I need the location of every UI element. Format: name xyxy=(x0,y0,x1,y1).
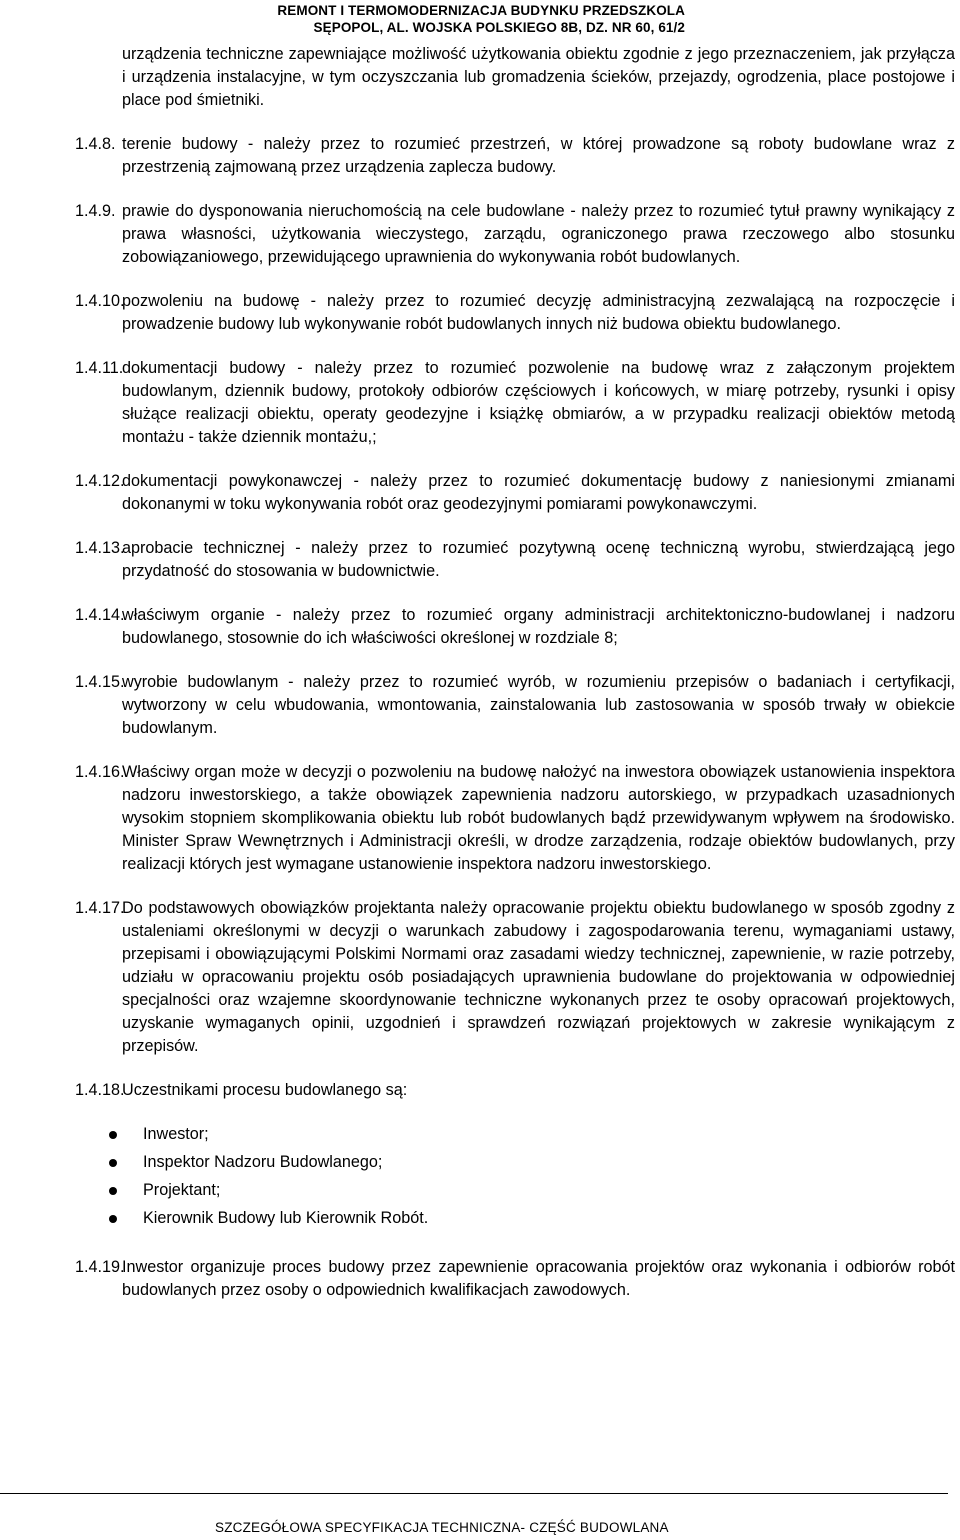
section-number: 1.4.11. xyxy=(75,359,124,377)
section-text: Do podstawowych obowiązków projektanta należy opracowanie projektu obiektu budowlanego w sposób zgodny z ustaleniami określonymi w decyzji o warunkach zabudowy i zagospodarowania terenu, wymaganiami ustawy, przepisami i obowiązującymi Polskimi Normami oraz zasadami wiedzy technicznej, zapewnienie, w razie potrzeby, udziału w opracowaniu projektu osób posiadających uprawnienia budowlane do projektowania w odpowiedniej specjalności oraz wzajemne skoordynowanie techniczne wykonanych przez te osoby opracowań projektowych, uzyskanie wymaganych opinii, uzgodnień i sprawdzeń rozwiązań projektowych w zakresie wynikającym z przepisów. xyxy=(122,899,955,1055)
section-number: 1.4.15. xyxy=(75,673,125,691)
intro-continuation-paragraph: urządzenia techniczne zapewniające możliwość użytkowania obiektu zgodnie z jego przeznaczeniem, jak przyłącza i urządzenia instalacyjne, w tym oczyszczania lub gromadzenia ścieków, przejazdy, ogrodzenia, place postojowe i place pod śmietniki. xyxy=(122,45,955,109)
section-text: Właściwy organ może w decyzji o pozwoleniu na budowę nałożyć na inwestora obowiązek ustanowienia inspektora nadzoru inwestorskiego, a także obowiązek zapewnienia nadzoru autorskiego, w przypadkach uzasadnionych wysokim stopniem skomplikowania obiektu lub robót budowlanych bądź przewidywanym wpływem na środowisko. Minister Spraw Wewnętrznych i Administracji określi, w drodze zarządzenia, rodzaje obiektów budowlanych, przy realizacji których jest wymagane ustanowienie inspektora nadzoru inwestorskiego. xyxy=(122,763,955,873)
section-text: Uczestnikami procesu budowlanego są: xyxy=(122,1081,408,1099)
section-text: wyrobie budowlanym - należy przez to rozumieć wyrób, w rozumieniu przepisów o badaniach i certyfikacji, wytworzony w celu wbudowania, wmontowania, zainstalowania lub zastosowania w sposób trwały w obiekcie budowlanym. xyxy=(122,673,955,737)
section-number: 1.4.10. xyxy=(75,292,125,310)
list-item xyxy=(75,1179,955,1202)
section-number: 1.4.18. xyxy=(75,1081,125,1099)
section-number: 1.4.12. xyxy=(75,472,125,490)
section-number: 1.4.13. xyxy=(75,539,125,557)
section-1-4-13 xyxy=(75,537,955,583)
document-body xyxy=(75,43,955,1302)
list-item-text: Inspektor Nadzoru Budowlanego; xyxy=(143,1153,383,1171)
section-text: aprobacie technicznej - należy przez to rozumieć pozytywną ocenę techniczną wyrobu, stwierdzającą jego przydatność do stosowania w budownictwie. xyxy=(122,539,955,580)
document-header-line-1: REMONT I TERMOMODERNIZACJA BUDYNKU PRZEDSZKOLA xyxy=(277,3,685,18)
participants-list xyxy=(75,1123,955,1230)
section-number: 1.4.19. xyxy=(75,1258,125,1276)
section-1-4-11 xyxy=(75,357,955,449)
section-number: 1.4.9. xyxy=(75,202,116,220)
section-text: dokumentacji powykonawczej - należy przez to rozumieć dokumentację budowy z naniesionymi zmianami dokonanymi w toku wykonywania robót oraz geodezyjnymi pomiarami powykonawczymi. xyxy=(122,472,955,513)
section-text: właściwym organie - należy przez to rozumieć organy administracji architektoniczno-budowlanej i nadzoru budowlanego, stosownie do ich właściwości określonej w rozdziale 8; xyxy=(122,606,955,647)
document-footer: SZCZEGÓŁOWA SPECYFIKACJA TECHNICZNA- CZĘŚĆ BUDOWLANA xyxy=(215,1520,669,1535)
section-1-4-15 xyxy=(75,671,955,740)
section-number: 1.4.8. xyxy=(75,135,116,153)
footer-divider xyxy=(0,1493,948,1494)
bullet-icon xyxy=(109,1215,117,1223)
section-number: 1.4.14. xyxy=(75,606,125,624)
list-item xyxy=(75,1207,955,1230)
bullet-icon xyxy=(109,1187,117,1195)
section-number: 1.4.16. xyxy=(75,763,125,781)
section-1-4-18 xyxy=(75,1079,955,1102)
section-text: terenie budowy - należy przez to rozumieć przestrzeń, w której prowadzone są roboty budowlane wraz z przestrzenią zajmowaną przez urządzenia zaplecza budowy. xyxy=(122,135,955,176)
section-1-4-9 xyxy=(75,200,955,269)
list-item-text: Kierownik Budowy lub Kierownik Robót. xyxy=(143,1209,429,1227)
section-text: dokumentacji budowy - należy przez to rozumieć pozwolenie na budowę wraz z załączonym projektem budowlanym, dziennik budowy, protokoły odbiorów częściowych i końcowych, w miarę potrzeby, rysunki i opisy służące realizacji obiektu, operaty geodezyjne i książkę obmiarów, a w przypadku realizacji obiektów metodą montażu - także dziennik montażu,; xyxy=(122,359,955,446)
list-item-text: Projektant; xyxy=(143,1181,221,1199)
list-item xyxy=(75,1123,955,1146)
section-1-4-19 xyxy=(75,1256,955,1302)
section-1-4-12 xyxy=(75,470,955,516)
section-1-4-16 xyxy=(75,761,955,876)
section-number: 1.4.17. xyxy=(75,899,125,917)
section-1-4-14 xyxy=(75,604,955,650)
document-header-line-2: SĘPOPOL, AL. WOJSKA POLSKIEGO 8B, DZ. NR 60, 61/2 xyxy=(313,20,685,35)
section-1-4-8 xyxy=(75,133,955,179)
section-1-4-10 xyxy=(75,290,955,336)
list-item-text: Inwestor; xyxy=(143,1125,209,1143)
list-item xyxy=(75,1151,955,1174)
section-text: Inwestor organizuje proces budowy przez zapewnienie opracowania projektów oraz wykonania i odbiorów robót budowlanych przez osoby o odpowiednich kwalifikacjach zawodowych. xyxy=(122,1258,955,1299)
section-text: prawie do dysponowania nieruchomością na cele budowlane - należy przez to rozumieć tytuł prawny wynikający z prawa własności, użytkowania wieczystego, zarządu, ograniczonego prawa rzeczowego albo stosunku zobowiązaniowego, przewidującego uprawnienia do wykonywania robót budowlanych. xyxy=(122,202,955,266)
bullet-icon xyxy=(109,1131,117,1139)
section-text: pozwoleniu na budowę - należy przez to rozumieć decyzję administracyjną zezwalającą na rozpoczęcie i prowadzenie budowy lub wykonywanie robót budowlanych innych niż budowa obiektu budowlanego. xyxy=(122,292,955,333)
bullet-icon xyxy=(109,1159,117,1167)
section-1-4-17 xyxy=(75,897,955,1058)
